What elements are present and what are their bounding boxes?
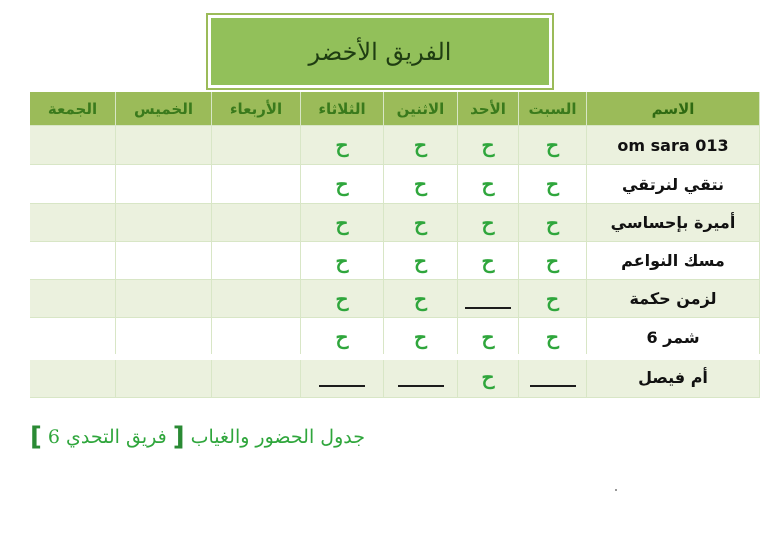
cell-fri [30,357,116,398]
cell-mon [384,204,458,242]
present-mark: ح [546,210,559,235]
present-mark: ح [481,325,495,349]
attendance-table [30,92,760,398]
present-mark: ح [546,325,559,349]
header-mon: الاثنين [384,92,458,126]
header-wed: الأربعاء [212,92,301,126]
cell-thu [116,280,212,318]
header-fri: الجمعة [30,92,116,126]
present-mark: ح [335,325,349,349]
cell-sat [519,318,587,357]
member-name: لزمن حكمة [587,280,760,318]
member-name: أميرة بإحساسي [587,204,760,242]
cell-sat [519,357,587,398]
cell-sun [458,357,519,398]
cell-thu [116,165,212,204]
cell-tue [301,204,384,242]
cell-mon [384,357,458,398]
header-name: الاسم [587,92,760,126]
cell-thu [116,126,212,165]
member-name: شمر 6 [587,318,760,357]
cell-wed [212,126,301,165]
stray-dot [615,489,617,491]
member-name: نتقي لنرتقي [587,165,760,204]
absent-dash [530,385,576,387]
present-mark: ح [335,210,349,235]
cell-fri [30,165,116,204]
cell-fri [30,204,116,242]
cell-sun [458,318,519,357]
present-mark: ح [414,325,427,349]
present-mark: ح [414,286,427,311]
cell-thu [116,357,212,398]
cell-fri [30,280,116,318]
present-mark: ح [546,286,559,311]
cell-sat [519,126,587,165]
cell-wed [212,242,301,280]
cell-sat [519,280,587,318]
present-mark: ح [414,172,427,196]
present-mark: ح [414,248,427,273]
caption-bracket-open: [ [30,422,42,452]
header-sun: الأحد [458,92,519,126]
cell-fri [30,318,116,357]
present-mark: ح [481,172,495,196]
cell-tue [301,126,384,165]
header-tue: الثلاثاء [301,92,384,126]
present-mark: ح [414,133,427,157]
present-mark: ح [481,365,495,389]
present-mark: ح [414,210,427,235]
cell-sun [458,242,519,280]
cell-sun [458,204,519,242]
cell-tue [301,357,384,398]
cell-wed [212,280,301,318]
present-mark: ح [481,133,495,157]
absent-dash [319,385,365,387]
page-title: الفريق الأخضر [211,18,549,85]
member-name: om sara 013 [587,126,760,165]
title-box [206,13,554,90]
member-name: أم فيصل [587,357,760,398]
caption-bracket-close: ] [172,422,185,452]
cell-fri [30,126,116,165]
cell-sun [458,126,519,165]
cell-sun [458,280,519,318]
cell-mon [384,242,458,280]
cell-mon [384,126,458,165]
cell-tue [301,318,384,357]
cell-wed [212,165,301,204]
member-name: مسك النواعم [587,242,760,280]
header-thu: الخميس [116,92,212,126]
cell-sat [519,165,587,204]
cell-tue [301,242,384,280]
absent-dash [398,385,444,387]
cell-sun [458,165,519,204]
cell-tue [301,280,384,318]
header-sat: السبت [519,92,587,126]
absent-dash [465,307,511,309]
cell-thu [116,318,212,357]
present-mark: ح [546,248,559,273]
cell-sat [519,242,587,280]
cell-wed [212,318,301,357]
present-mark: ح [546,133,559,157]
caption-team: فريق التحدي 6 [47,426,167,448]
caption [30,420,430,454]
cell-mon [384,318,458,357]
present-mark: ح [335,248,349,273]
present-mark: ح [546,172,559,196]
present-mark: ح [335,172,349,196]
cell-wed [212,204,301,242]
present-mark: ح [335,133,349,157]
cell-wed [212,357,301,398]
cell-thu [116,242,212,280]
cell-mon [384,165,458,204]
present-mark: ح [481,210,495,235]
present-mark: ح [481,248,495,273]
caption-text: جدول الحضور والغياب [190,426,365,448]
row-gap [30,354,760,360]
cell-mon [384,280,458,318]
cell-thu [116,204,212,242]
cell-fri [30,242,116,280]
cell-sat [519,204,587,242]
cell-tue [301,165,384,204]
present-mark: ح [335,286,349,311]
